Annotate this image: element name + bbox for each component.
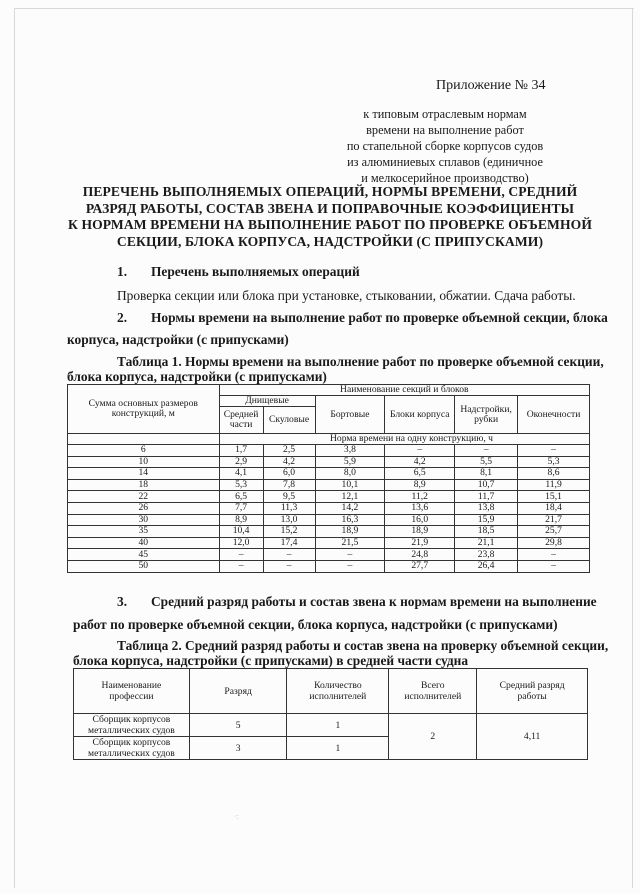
norm-cell: –	[315, 560, 385, 572]
table-row	[68, 514, 590, 526]
header-size-continued	[68, 434, 220, 445]
section1-text: Проверка секции или блока при установке, стыковании, обжатии. Сдача работы.	[117, 288, 576, 303]
norm-cell: –	[219, 560, 263, 572]
norm-cell: 4,2	[385, 456, 455, 468]
profession-cell: Сборщик корпусов металлических судов	[74, 737, 190, 760]
count-cell: 1	[287, 714, 389, 737]
table2-caption-line1: Таблица 2. Средний разряд работы и состав звена на проверку объемной секции,	[117, 638, 609, 653]
norm-cell: 7,7	[219, 502, 263, 514]
svg-text:·:: ·:	[234, 812, 239, 821]
norm-cell: 27,7	[385, 560, 455, 572]
appendix-line: времени на выполнение работ	[366, 123, 524, 137]
size-cell: 6	[68, 445, 220, 457]
faint-stamp-mark	[232, 805, 292, 845]
norm-cell: 8,9	[385, 479, 455, 491]
norm-cell: 13,8	[455, 502, 518, 514]
norm-cell: 3,8	[315, 445, 385, 457]
table2-caption-line2: блока корпуса, надстройки (с припусками) в средней части судна	[73, 653, 469, 668]
header-total: Всего исполнителей	[389, 669, 477, 714]
size-cell: 45	[68, 549, 220, 561]
norm-cell: 23,8	[455, 549, 518, 561]
norm-cell: 6,5	[219, 491, 263, 503]
section2-number: 2.	[117, 310, 128, 325]
size-cell: 18	[68, 479, 220, 491]
norm-cell: 10,7	[455, 479, 518, 491]
norm-cell: 12,0	[219, 537, 263, 549]
profession-cell: Сборщик корпусов металлических судов	[74, 714, 190, 737]
document-title	[60, 184, 600, 250]
header-col: Средней части	[219, 407, 263, 434]
norm-cell: –	[518, 549, 590, 561]
norm-cell: 10,4	[219, 526, 263, 538]
table-row	[68, 549, 590, 561]
table-row	[68, 537, 590, 549]
norm-cell: 5,9	[315, 456, 385, 468]
norm-cell: 5,5	[455, 456, 518, 468]
header-col: Скуловые	[263, 407, 315, 434]
scan-edge-left	[14, 8, 15, 888]
size-cell: 50	[68, 560, 220, 572]
avg-grade-cell: 4,11	[477, 714, 588, 760]
appendix-line: и мелкосерийное производство)	[361, 171, 529, 185]
norm-cell: 7,8	[263, 479, 315, 491]
table-row	[68, 445, 590, 457]
norm-cell: 6,0	[263, 468, 315, 480]
norm-cell: 18,9	[385, 526, 455, 538]
table-row	[68, 456, 590, 468]
norm-cell: 10,1	[315, 479, 385, 491]
section2-heading-line1: Нормы времени на выполнение работ по проверке объемной секции, блока	[151, 310, 608, 325]
header-group: Наименование секций и блоков	[219, 385, 589, 396]
norm-cell: 8,9	[219, 514, 263, 526]
size-cell: 40	[68, 537, 220, 549]
table-row	[68, 468, 590, 480]
size-cell: 10	[68, 456, 220, 468]
appendix-title: Приложение № 34	[436, 78, 546, 93]
norm-cell: 17,4	[263, 537, 315, 549]
norm-cell: 21,1	[455, 537, 518, 549]
norm-cell: 2,5	[263, 445, 315, 457]
scan-edge-right	[632, 8, 633, 888]
header-col: Бортовые	[315, 396, 385, 434]
header-col: Блоки корпуса	[385, 396, 455, 434]
section1-number: 1.	[117, 264, 128, 279]
table1-caption-line1: Таблица 1. Нормы времени на выполнение работ по проверке объемной секции,	[117, 354, 604, 369]
table-row	[68, 479, 590, 491]
appendix-line: к типовым отраслевым нормам	[363, 107, 527, 121]
norm-cell: 11,9	[518, 479, 590, 491]
header-count: Количество исполнителей	[287, 669, 389, 714]
header-norm-label: Норма времени на одну конструкцию, ч	[219, 434, 589, 445]
count-cell: 1	[287, 737, 389, 760]
norm-cell: 8,1	[455, 468, 518, 480]
norm-cell: 18,4	[518, 502, 590, 514]
size-cell: 30	[68, 514, 220, 526]
table-row	[68, 491, 590, 503]
norm-cell: 11,7	[455, 491, 518, 503]
norm-cell: 21,7	[518, 514, 590, 526]
norm-cell: –	[315, 549, 385, 561]
scan-edge-top	[14, 8, 634, 9]
norm-cell: 24,8	[385, 549, 455, 561]
total-cell: 2	[389, 714, 477, 760]
norm-cell: 5,3	[518, 456, 590, 468]
header-col: Надстройки, рубки	[455, 396, 518, 434]
norm-cell: 21,5	[315, 537, 385, 549]
norm-cell: 29,8	[518, 537, 590, 549]
size-cell: 14	[68, 468, 220, 480]
header-grade: Разряд	[189, 669, 287, 714]
header-profession: Наименование профессии	[74, 669, 190, 714]
section1-heading: Перечень выполняемых операций	[151, 264, 360, 279]
header-size: Сумма основных размеров конструкций, м	[68, 385, 220, 434]
norm-cell: –	[263, 560, 315, 572]
norm-cell: 18,5	[455, 526, 518, 538]
norm-cell: 11,3	[263, 502, 315, 514]
norm-cell: –	[518, 445, 590, 457]
norm-cell: 4,1	[219, 468, 263, 480]
table-row	[68, 502, 590, 514]
header-avg-grade: Средний разряд работы	[477, 669, 588, 714]
norm-cell: 13,0	[263, 514, 315, 526]
norm-cell: 6,5	[385, 468, 455, 480]
norm-cell: –	[455, 445, 518, 457]
appendix-line: из алюминиевых сплавов (единичное	[347, 155, 543, 169]
section2-heading-line2: корпуса, надстройки (с припусками)	[67, 332, 289, 347]
table-row	[68, 560, 590, 572]
norms-table	[67, 384, 590, 573]
norm-cell: –	[385, 445, 455, 457]
norm-cell: 25,7	[518, 526, 590, 538]
grade-cell: 5	[189, 714, 287, 737]
norm-cell: 5,3	[219, 479, 263, 491]
grade-cell: 3	[189, 737, 287, 760]
norm-cell: 12,1	[315, 491, 385, 503]
norm-cell: 2,9	[219, 456, 263, 468]
appendix-line: по стапельной сборке корпусов судов	[346, 139, 544, 153]
title-line: СЕКЦИИ, БЛОКА КОРПУСА, НАДСТРОЙКИ (С ПРИПУСКАМИ)	[116, 233, 544, 249]
title-line: К НОРМАМ ВРЕМЕНИ НА ВЫПОЛНЕНИЕ РАБОТ ПО ПРОВЕРКЕ ОБЪЕМНОЙ	[67, 217, 592, 232]
crew-table	[73, 668, 588, 760]
section3-heading-line2: работ по проверке объемной секции, блока корпуса, надстройки (с припусками)	[73, 617, 558, 632]
norm-cell: 11,2	[385, 491, 455, 503]
norm-cell: –	[263, 549, 315, 561]
header-bottoms: Днищевые	[219, 396, 315, 407]
norm-cell: 15,1	[518, 491, 590, 503]
norm-cell: 18,9	[315, 526, 385, 538]
title-line: РАЗРЯД РАБОТЫ, СОСТАВ ЗВЕНА И ПОПРАВОЧНЫЕ КОЭФФИЦИЕНТЫ	[85, 200, 575, 216]
norm-cell: 13,6	[385, 502, 455, 514]
norm-cell: –	[518, 560, 590, 572]
norm-cell: 15,2	[263, 526, 315, 538]
size-cell: 22	[68, 491, 220, 503]
norm-cell: 8,6	[518, 468, 590, 480]
size-cell: 26	[68, 502, 220, 514]
header-col: Оконечности	[518, 396, 590, 434]
appendix-subtitle	[300, 106, 590, 186]
norm-cell: 21,9	[385, 537, 455, 549]
size-cell: 35	[68, 526, 220, 538]
section3-heading-line1: Средний разряд работы и состав звена к нормам времени на выполнение	[151, 594, 597, 609]
norm-cell: 1,7	[219, 445, 263, 457]
norm-cell: 4,2	[263, 456, 315, 468]
norm-cell: 15,9	[455, 514, 518, 526]
norm-cell: 16,3	[315, 514, 385, 526]
norm-cell: 14,2	[315, 502, 385, 514]
table-row	[68, 526, 590, 538]
norm-cell: 9,5	[263, 491, 315, 503]
norm-cell: 16,0	[385, 514, 455, 526]
title-line: ПЕРЕЧЕНЬ ВЫПОЛНЯЕМЫХ ОПЕРАЦИЙ, НОРМЫ ВРЕМЕНИ, СРЕДНИЙ	[82, 184, 578, 199]
norm-cell: –	[219, 549, 263, 561]
section3-number: 3.	[117, 594, 128, 609]
norm-cell: 26,4	[455, 560, 518, 572]
norm-cell: 8,0	[315, 468, 385, 480]
table1-caption-line2: блока корпуса, надстройки (с припусками)	[67, 369, 327, 384]
